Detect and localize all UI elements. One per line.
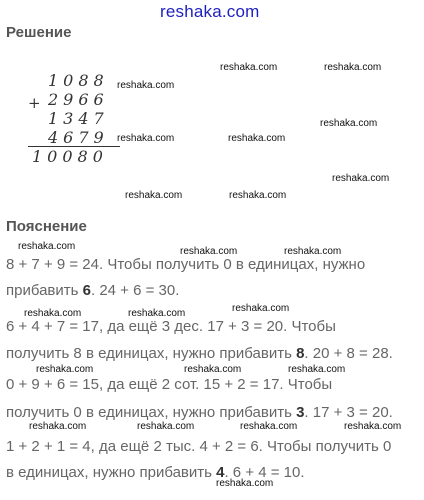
explanation-heading: Пояснение: [6, 218, 87, 235]
watermark: reshaka.com: [332, 173, 390, 184]
watermark: reshaka.com: [128, 308, 186, 319]
watermark: reshaka.com: [220, 62, 278, 73]
watermark: reshaka.com: [324, 62, 382, 73]
watermark: reshaka.com: [229, 190, 287, 201]
watermark: reshaka.com: [232, 303, 290, 314]
watermark: reshaka.com: [18, 241, 76, 252]
watermark: reshaka.com: [36, 364, 94, 375]
watermark: reshaka.com: [240, 421, 298, 432]
watermark: reshaka.com: [216, 478, 274, 489]
explanation-line: в единицах, нужно прибавить 4. 6 + 4 = 10.: [6, 464, 305, 481]
explanation-line: 1 + 2 + 1 = 4, да ещё 2 тыс. 4 + 2 = 6. Чтобы получить 0: [6, 438, 392, 455]
explanation-line: 6 + 4 + 7 = 17, да ещё 3 дес. 17 + 3 = 20. Чтобы: [6, 318, 336, 335]
addend-4: 4679: [48, 128, 109, 147]
watermark: reshaka.com: [184, 364, 242, 375]
watermark: reshaka.com: [344, 421, 402, 432]
watermark: reshaka.com: [117, 80, 175, 91]
plus-sign: +: [28, 94, 41, 112]
watermark: reshaka.com: [137, 421, 195, 432]
watermark: reshaka.com: [320, 118, 378, 129]
explanation-line: 8 + 7 + 9 = 24. Чтобы получить 0 в единицах, нужно: [6, 256, 366, 273]
watermark: reshaka.com: [117, 133, 175, 144]
explanation-line: получить 0 в единицах, нужно прибавить 3. 17 + 3 = 20.: [6, 404, 393, 421]
solution-heading: Решение: [6, 24, 72, 41]
explanation-line: 0 + 9 + 6 = 15, да ещё 2 сот. 15 + 2 = 17. Чтобы: [6, 376, 333, 393]
watermark: reshaka.com: [288, 364, 346, 375]
watermark: reshaka.com: [24, 308, 82, 319]
explanation-line: получить 8 в единицах, нужно прибавить 8. 20 + 8 = 28.: [6, 345, 393, 362]
watermark: reshaka.com: [125, 190, 183, 201]
addend-1: 1088: [48, 71, 109, 90]
sum-result: 10080: [32, 147, 108, 166]
addend-2: 2966: [48, 90, 109, 109]
explanation-line: прибавить 6. 24 + 6 = 30.: [6, 282, 180, 299]
addend-3: 1347: [48, 109, 109, 128]
watermark: reshaka.com: [180, 246, 238, 257]
watermark: reshaka.com: [29, 421, 87, 432]
site-title[interactable]: reshaka.com: [160, 2, 260, 21]
watermark: reshaka.com: [284, 246, 342, 257]
watermark: reshaka.com: [228, 133, 286, 144]
